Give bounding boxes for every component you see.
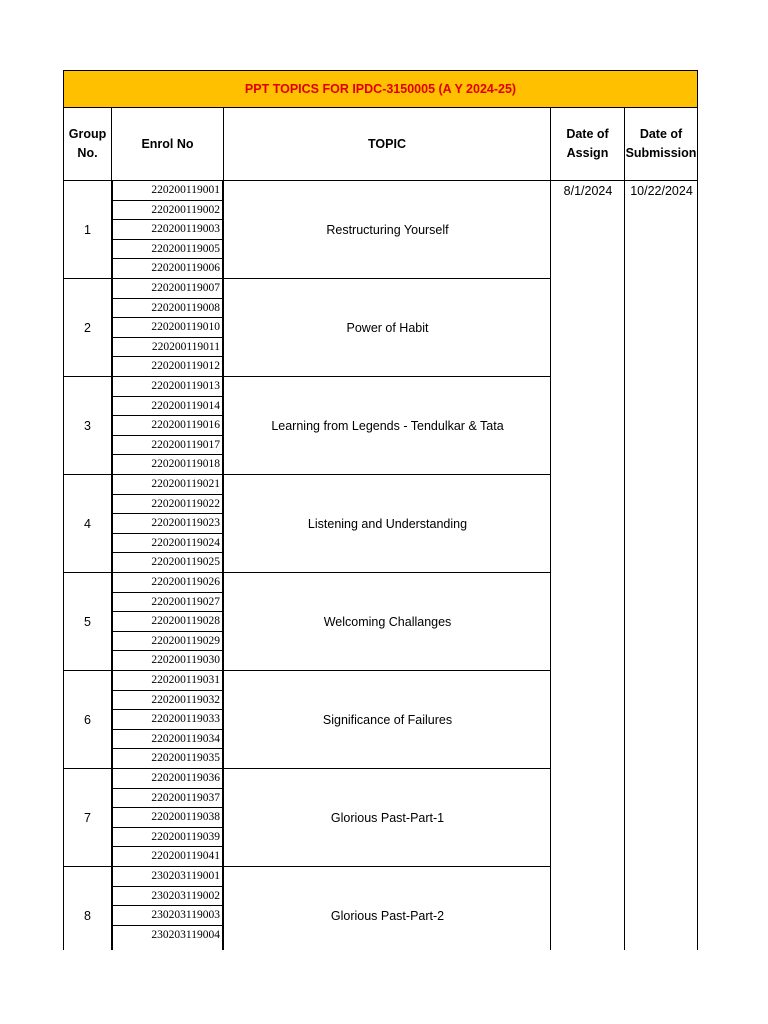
enrol-number: 220200119011 [112,338,223,358]
enrol-number: 220200119032 [112,691,223,711]
grid-line [222,181,224,950]
group-topic: Listening and Understanding [307,516,468,531]
enrol-number: 220200119006 [151,262,220,275]
enrol-number: 220200119017 [112,436,223,456]
sheet-title: PPT TOPICS FOR IPDC-3150005 (A Y 2024-25) [63,70,698,108]
header-date-assign: Date of Assign [551,108,625,181]
header-topic: TOPIC [224,108,551,181]
enrol-number: 220200119005 [112,240,223,260]
enrol-number: 220200119012 [151,360,220,373]
enrol-number: 220200119003 [112,220,223,240]
group-topic: Glorious Past-Part-2 [330,908,445,923]
enrol-number: 220200119026 [112,573,223,593]
group-topic: Power of Habit [346,320,429,335]
enrol-list [112,181,223,278]
enrol-number: 220200119038 [112,808,223,828]
group-row [63,573,551,671]
enrol-number: 220200119016 [112,416,223,436]
enrol-number: 220200119002 [112,201,223,221]
group-row [63,769,551,867]
group-number: 2 [84,320,91,335]
grid-line [697,108,698,950]
enrol-number: 230203119004 [151,928,220,941]
enrol-number: 220200119023 [112,514,223,534]
group-row [63,671,551,769]
grid-line [550,108,551,950]
enrol-number: 230203119001 [112,867,223,887]
group-row [63,867,551,950]
enrol-list [112,769,223,866]
enrol-number: 220200119030 [151,654,220,667]
enrol-number: 220200119028 [112,612,223,632]
date-submission-value: 10/22/2024 [630,184,693,198]
enrol-number: 220200119027 [112,593,223,613]
enrol-number: 220200119039 [112,828,223,848]
enrol-number: 220200119001 [112,181,223,201]
enrol-number: 230203119003 [112,906,223,926]
group-topic: Glorious Past-Part-1 [330,810,445,825]
header-date-submission: Date of Submission [625,108,698,181]
date-assign-value: 8/1/2024 [563,184,613,198]
enrol-number: 220200119034 [112,730,223,750]
enrol-list [112,279,223,376]
enrol-number: 220200119041 [151,850,220,863]
enrol-number: 220200119022 [112,495,223,515]
enrol-list [112,867,223,950]
enrol-number: 220200119036 [112,769,223,789]
enrol-number: 220200119014 [112,397,223,417]
grid-line [624,108,625,950]
group-number: 4 [84,516,91,531]
enrol-number: 220200119018 [151,458,220,471]
topics-sheet [63,70,698,950]
group-row [63,279,551,377]
enrol-number: 220200119021 [112,475,223,495]
group-topic: Restructuring Yourself [326,222,449,237]
group-number: 3 [84,418,91,433]
group-number: 7 [84,810,91,825]
enrol-number: 220200119007 [112,279,223,299]
enrol-number: 220200119033 [112,710,223,730]
enrol-number: 220200119035 [151,752,220,765]
enrol-number: 220200119008 [112,299,223,319]
group-topic: Learning from Legends - Tendulkar & Tata [271,418,504,433]
header-enrol-no: Enrol No [112,108,224,181]
grid-line [111,181,113,950]
enrol-list [112,671,223,768]
group-number: 5 [84,614,91,629]
enrol-list [112,573,223,670]
enrol-number: 220200119025 [151,556,220,569]
group-row [63,475,551,573]
enrol-list [112,377,223,474]
enrol-number: 220200119013 [112,377,223,397]
group-number: 6 [84,712,91,727]
enrol-number: 220200119029 [112,632,223,652]
group-topic: Welcoming Challanges [323,614,452,629]
group-topic: Significance of Failures [322,712,453,727]
group-row [63,181,551,279]
group-number: 1 [84,222,91,237]
group-row [63,377,551,475]
enrol-number: 220200119037 [112,789,223,809]
header-group-no: Group No. [63,108,112,181]
enrol-number: 220200119010 [112,318,223,338]
enrol-list [112,475,223,572]
enrol-number: 220200119024 [112,534,223,554]
group-number: 8 [84,908,91,923]
enrol-number: 230203119002 [112,887,223,907]
enrol-number: 220200119031 [112,671,223,691]
grid-line [63,108,64,950]
